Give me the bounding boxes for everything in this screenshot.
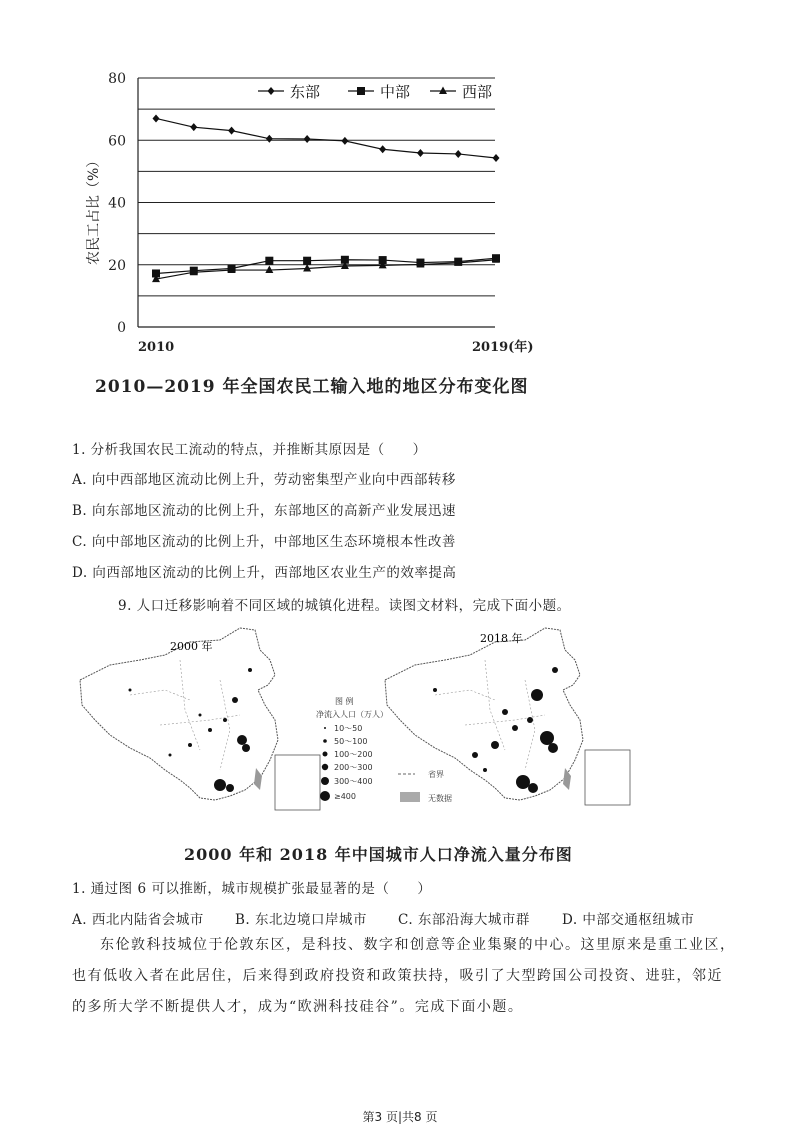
question-1-option-b[interactable]: B. 向东部地区流动的比例上升，东部地区的高新产业发展迅速 (72, 503, 457, 519)
data-point (266, 135, 273, 143)
reading-passage: 东伦敦科技城位于伦敦东区，是科技、数字和创意等企业集聚的中心。这里原来是重工业区，也有低收入者在此居住，后来得到政府投资和政策扶持，吸引了大型跨国公司投资、进驻，邻近的多所大学不断提供人才，成为“欧洲科技硅谷”。完成下面小题。 (72, 937, 736, 1015)
x-tick-label: 2019(年) (472, 340, 534, 355)
legend-nodata-label: 无数据 (428, 794, 452, 803)
data-point (341, 137, 348, 145)
legend-item-3: 100～200 (334, 750, 373, 759)
data-point (265, 257, 273, 265)
data-point (379, 145, 386, 153)
data-point (190, 123, 197, 131)
question-2-option-b[interactable]: B. 东北边境口岸城市 (235, 912, 368, 928)
question-9-intro: 9. 人口迁移影响着不同区域的城镇化进程。读图文材料，完成下面小题。 (118, 598, 571, 614)
question-2-option-c[interactable]: C. 东部沿海大城市群 (398, 912, 530, 928)
legend-subtitle: 净流入人口（万人） (316, 710, 388, 719)
page-footer: 第3 页|共8 页 (362, 1110, 438, 1124)
y-tick-label: 20 (108, 257, 126, 274)
chart-legend (258, 83, 492, 101)
data-point (265, 266, 273, 274)
y-tick-label: 60 (108, 133, 126, 150)
legend-item-1: 10～50 (334, 724, 363, 733)
data-point (417, 149, 424, 157)
y-axis-label: 农民工占比（%） (86, 153, 102, 265)
question-2-stem: 1. 通过图 6 可以推断，城市规模扩张最显著的是（ ） (72, 881, 432, 897)
data-point (304, 135, 311, 143)
question-1-option-a[interactable]: A. 向中西部地区流动比例上升，劳动密集型产业向中西部转移 (72, 472, 456, 488)
maps-caption: 2000 年和 2018 年中国城市人口净流入量分布图 (184, 845, 573, 864)
data-point (455, 150, 462, 158)
map-2000-year: 2000 年 (170, 640, 213, 653)
data-point (303, 257, 311, 265)
legend-title: 图 例 (335, 697, 354, 706)
chart-axes (108, 71, 533, 355)
series-line (156, 118, 496, 158)
china-outline-2000 (80, 628, 278, 800)
legend-item-4: 200～300 (334, 763, 373, 772)
y-tick-label: 80 (108, 71, 126, 87)
chart-caption: 2010—2019 年全国农民工输入地的地区分布变化图 (95, 377, 529, 397)
population-maps-figure (70, 620, 735, 820)
x-tick-label: 2010 (138, 340, 175, 355)
question-2-option-d[interactable]: D. 中部交通枢纽城市 (562, 912, 695, 928)
legend-item-2: 50～100 (334, 737, 368, 746)
map-2018 (385, 628, 630, 805)
question-1-option-c[interactable]: C. 向中部地区流动的比例上升，中部地区生态环境根本性改善 (72, 534, 456, 550)
question-2-option-a[interactable]: A. 西北内陆省会城市 (72, 912, 204, 928)
data-point (153, 114, 160, 122)
chart-series (152, 114, 500, 282)
legend-item-5: 300～400 (334, 777, 373, 786)
question-1-option-d[interactable]: D. 向西部地区流动的比例上升，西部地区农业生产的效率提高 (72, 565, 457, 581)
data-point (357, 87, 365, 95)
line-chart (86, 60, 534, 360)
legend-boundary-label: 省界 (428, 770, 444, 779)
data-point (228, 127, 235, 135)
map-2018-year: 2018 年 (480, 632, 523, 645)
data-point (439, 87, 447, 95)
y-tick-label: 0 (117, 320, 126, 336)
legend-label: 西部 (462, 83, 493, 101)
question-1-stem: 1. 分析我国农民工流动的特点，并推断其原因是（ ） (72, 442, 427, 458)
legend-label: 东部 (290, 83, 321, 101)
series-diamond (153, 114, 500, 162)
y-tick-label: 40 (108, 195, 126, 212)
series-triangle (152, 255, 500, 282)
legend-item-6: ≥400 (334, 792, 356, 801)
map-2000 (80, 628, 320, 810)
legend-label: 中部 (380, 83, 411, 101)
data-point (493, 154, 500, 162)
series-square (152, 254, 500, 277)
data-point (268, 87, 275, 95)
